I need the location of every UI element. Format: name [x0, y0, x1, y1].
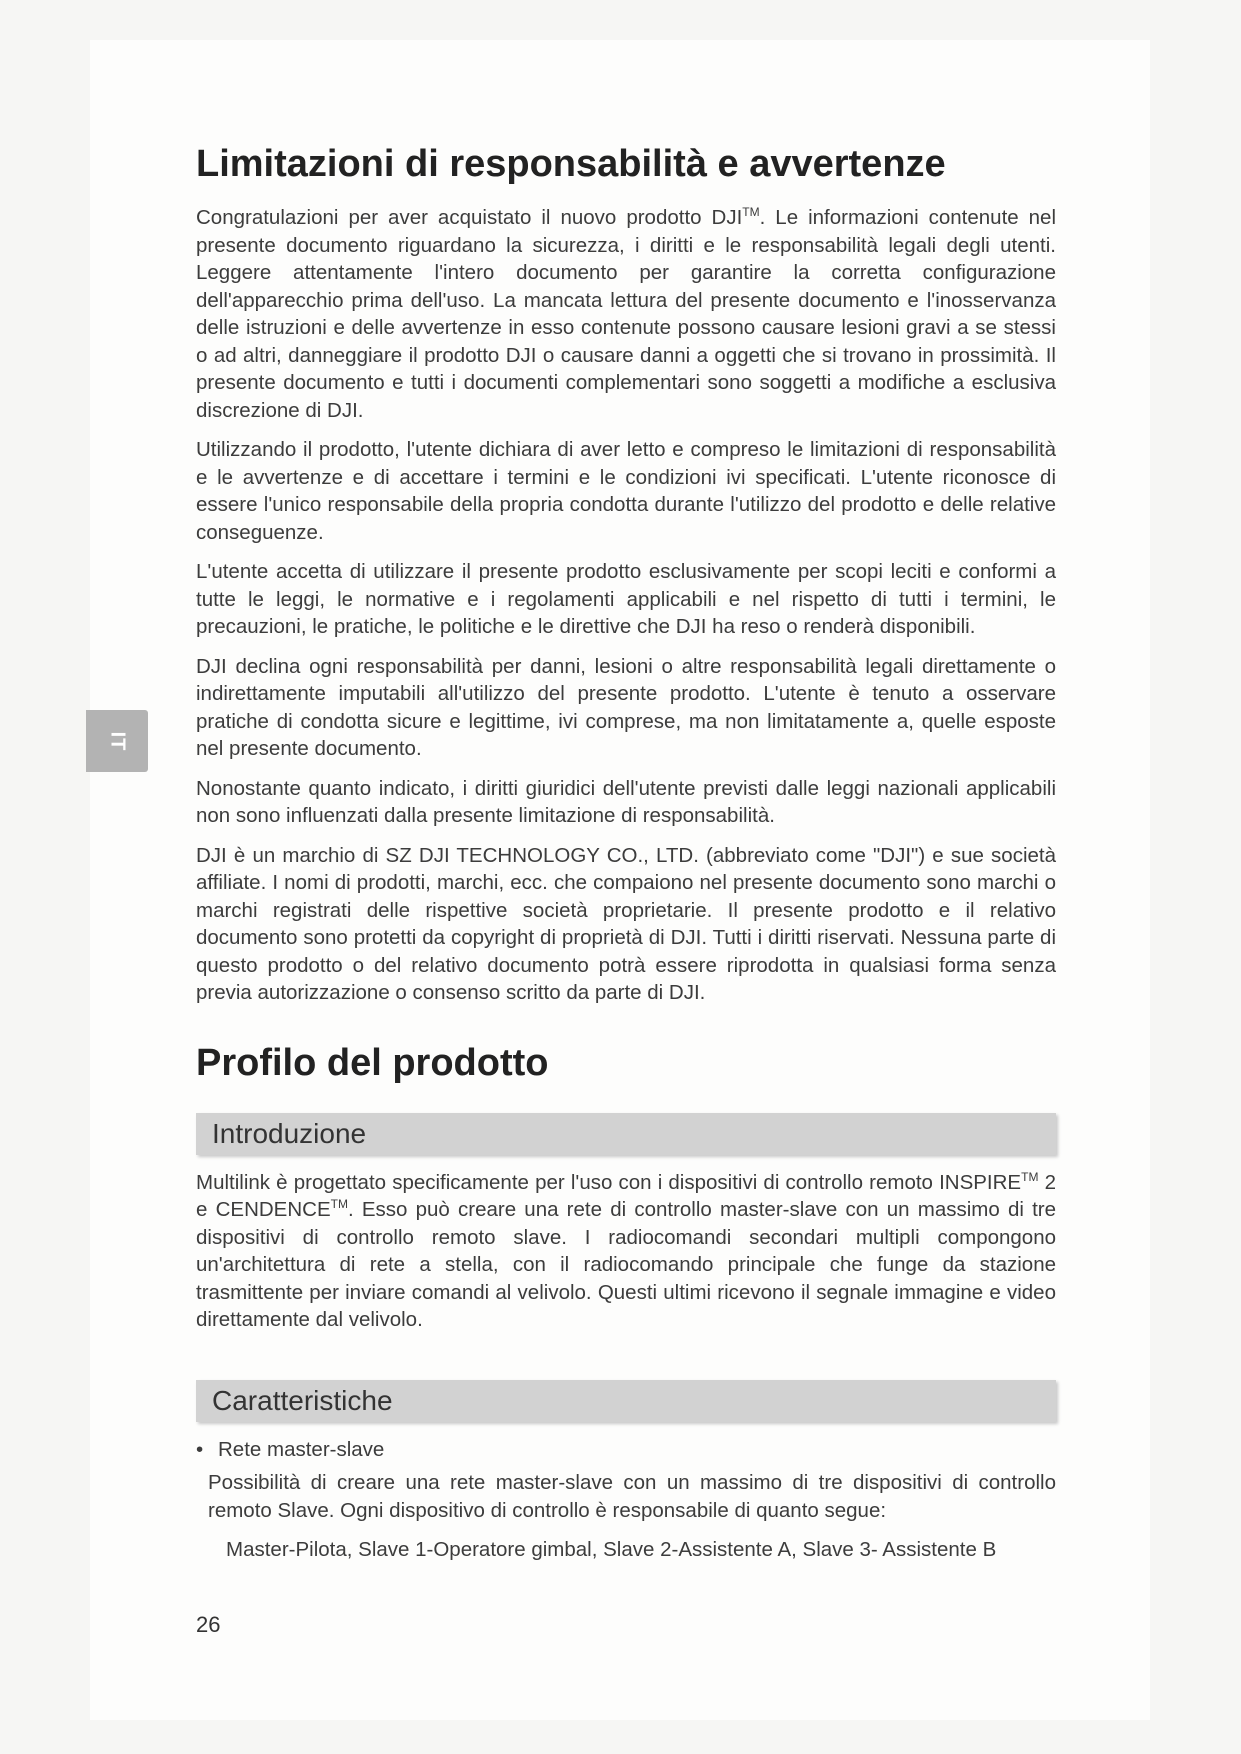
- language-tab: [86, 710, 148, 772]
- disclaimer-paragraph-1: Congratulazioni per aver acquistato il nuovo prodotto DJI™. Le informazioni contenute nel presente documento riguardano la sicurezza, i diritti e le responsabilità legali degli utenti. Leggere attentamente l'intero documento per garantire la corretta configurazione dell'apparecchio prima dell'uso. La mancata lettura del presente documento e l'inosservanza delle istruzioni e delle avvertenze in esso contenute possono causare lesioni gravi a se stessi o ad altri, danneggiare il prodotto DJI o causare danni a oggetti che si trovano in prossimità. Il presente documento e tutti i documenti complementari sono soggetti a modifiche a esclusiva discrezione di DJI.: [196, 205, 1057, 422]
- bullet-icon: •: [196, 1437, 204, 1461]
- page-number: 26: [196, 1612, 221, 1637]
- subsection-heading-features: Caratteristiche: [196, 1380, 1056, 1422]
- list-item-label: Rete master-slave: [218, 1437, 385, 1461]
- feature-roles: Master-Pilota, Slave 1-Operatore gimbal, Slave 2-Assistente A, Slave 3- Assistente B: [226, 1538, 997, 1561]
- section-title-product-profile: Profilo del prodotto: [196, 1041, 549, 1084]
- introduction-paragraph: Multilink è progettato specificamente per l'uso con i dispositivi di controllo remoto INSPIRE™ 2 e CENDENCE™. Esso può creare una rete di controllo master-slave con un massimo di tre dispositivi di controllo remoto slave. I radiocomandi secondari multipli compongono un'architettura di rete a stella, con il radiocomando principale che funge da stazione trasmittente per inviare comandi al velivolo. Questi ultimi ricevono il segnale immagine e video direttamente dal velivolo.: [196, 1169, 1057, 1331]
- language-tab-label: IT: [106, 731, 129, 751]
- section-title-disclaimer: Limitazioni di responsabilità e avvertenze: [196, 143, 946, 185]
- feature-description: Possibilità di creare una rete master-slave con un massimo di tre dispositivi di controllo remoto Slave. Ogni dispositivo di controllo è responsabile di quanto segue:: [208, 1471, 1056, 1522]
- spacer: [196, 1346, 1056, 1380]
- disclaimer-paragraph-2: Utilizzando il prodotto, l'utente dichiara di aver letto e compreso le limitazioni di responsabilità e le avvertenze e di accettare i termini e le condizioni ivi specificati. L'utente riconosce di essere l'unico responsabile della propria condotta durante l'utilizzo del prodotto e delle relative conseguenze.: [196, 438, 1056, 544]
- list-item: [196, 1436, 1056, 1464]
- disclaimer-paragraph-6: DJI è un marchio di SZ DJI TECHNOLOGY CO., LTD. (abbreviato come "DJI") e sue società affiliate. I nomi di prodotti, marchi, ecc. che compaiono nel presente documento sono marchi o marchi registrati delle rispettive società proprietarie. Il presente prodotto e il relativo documento sono protetti da copyright di proprietà di DJI. Tutti i diritti riservati. Nessuna parte di questo prodotto o del relativo documento potrà essere riprodotta in qualsiasi forma senza previa autorizzazione o consenso scritto da parte di DJI.: [196, 843, 1056, 1004]
- disclaimer-paragraph-3: L'utente accetta di utilizzare il presente prodotto esclusivamente per scopi leciti e conformi a tutte le leggi, le normative e i regolamenti applicabili e nel rispetto di tutti i termini, le precauzioni, le pratiche, le politiche e le direttive che DJI ha reso o renderà disponibili.: [196, 560, 1056, 638]
- trademark-sup: TM: [742, 205, 760, 220]
- subsection-heading-introduction: Introduzione: [196, 1113, 1056, 1155]
- trademark-sup: TM: [1021, 1169, 1039, 1184]
- trademark-sup: TM: [330, 1197, 348, 1212]
- disclaimer-paragraph-4: DJI declina ogni responsabilità per danni, lesioni o altre responsabilità legali direttamente o indirettamente imputabili all'utilizzo del presente prodotto. L'utente è tenuto a osservare pratiche di condotta sicure e legittime, ivi comprese, ma non limitatamente a, quelle esposte nel presente documento.: [196, 654, 1056, 760]
- document-body: [196, 138, 1056, 1576]
- disclaimer-paragraph-5: Nonostante quanto indicato, i diritti giuridici dell'utente previsti dalle leggi nazionali applicabili non sono influenzati dalla presente limitazione di responsabilità.: [196, 776, 1056, 827]
